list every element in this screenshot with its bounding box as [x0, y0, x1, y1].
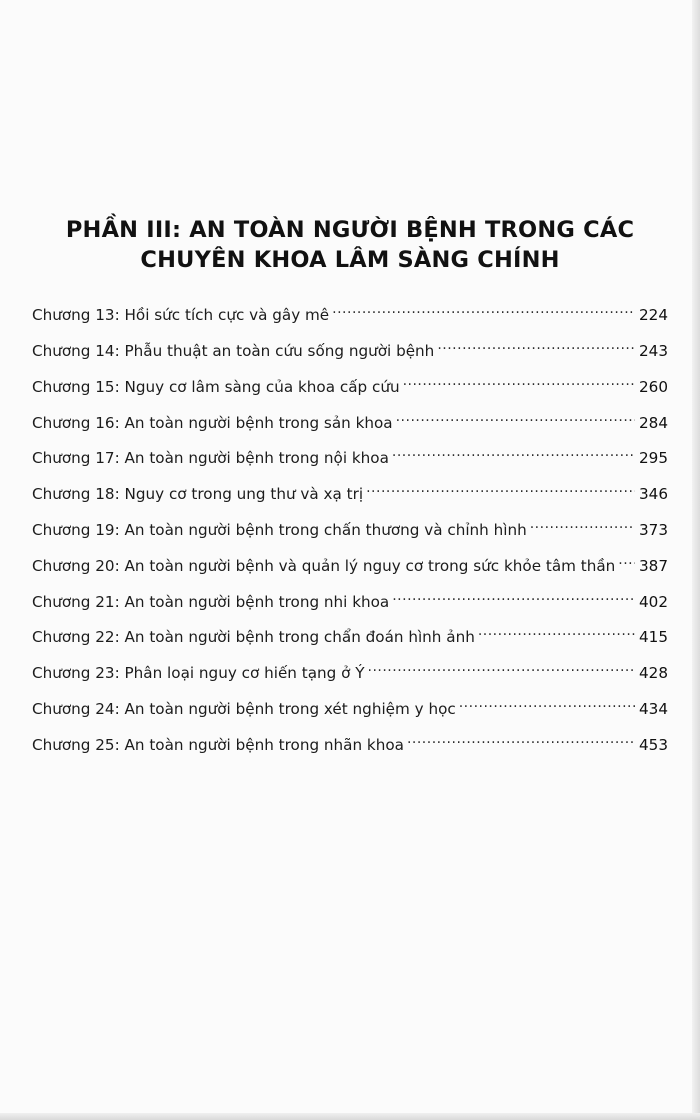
toc-entry-page-number: 387 — [639, 556, 668, 575]
toc-entry[interactable] — [32, 441, 668, 477]
toc-leader-dots — [392, 591, 635, 606]
toc-entry-label: Chương 23: Phân loại nguy cơ hiến tạng ở Ý — [32, 664, 365, 683]
toc-entry-page-number: 346 — [639, 485, 668, 504]
toc-entry-page-number: 415 — [639, 628, 668, 647]
toc-entry[interactable] — [32, 477, 668, 513]
toc-entry[interactable] — [32, 369, 668, 405]
toc-leader-dots — [332, 305, 635, 320]
toc-entry-label: Chương 22: An toàn người bệnh trong chẩn đoán hình ảnh — [32, 628, 475, 647]
toc-entry-page-number: 453 — [639, 735, 668, 754]
toc-entry-label: Chương 18: Nguy cơ trong ung thư và xạ trị — [32, 485, 364, 504]
toc-entry-label: Chương 24: An toàn người bệnh trong xét nghiệm y học — [32, 700, 456, 719]
toc-leader-dots — [392, 448, 635, 463]
toc-entry-page-number: 373 — [639, 521, 668, 540]
toc-entry-page-number: 243 — [639, 342, 668, 361]
toc-leader-dots — [530, 520, 635, 535]
table-of-contents — [32, 298, 668, 763]
toc-entry-label: Chương 15: Nguy cơ lâm sàng của khoa cấp cứu — [32, 377, 400, 396]
toc-entry-label: Chương 16: An toàn người bệnh trong sản khoa — [32, 413, 393, 432]
toc-entry[interactable] — [32, 513, 668, 549]
toc-leader-dots — [459, 699, 635, 714]
toc-leader-dots — [403, 377, 635, 392]
toc-leader-dots — [368, 663, 636, 678]
toc-entry[interactable] — [32, 692, 668, 728]
toc-entry-label: Chương 13: Hồi sức tích cực và gây mê — [32, 306, 330, 325]
toc-leader-dots — [396, 412, 635, 427]
toc-entry-page-number: 434 — [639, 700, 668, 719]
toc-entry-label: Chương 17: An toàn người bệnh trong nội khoa — [32, 449, 389, 468]
toc-entry-page-number: 428 — [639, 664, 668, 683]
toc-entry[interactable] — [32, 620, 668, 656]
toc-leader-dots — [618, 556, 635, 571]
toc-entry-page-number: 284 — [639, 413, 668, 432]
page-edge-bottom — [0, 1113, 700, 1120]
toc-entry[interactable] — [32, 656, 668, 692]
toc-entry-page-number: 224 — [639, 306, 668, 325]
toc-leader-dots — [407, 735, 635, 750]
toc-leader-dots — [478, 627, 635, 642]
page-content — [32, 215, 668, 763]
toc-entry[interactable] — [32, 298, 668, 334]
toc-entry-label: Chương 25: An toàn người bệnh trong nhãn khoa — [32, 735, 404, 754]
toc-entry[interactable] — [32, 727, 668, 763]
toc-entry-page-number: 402 — [639, 592, 668, 611]
page-edge-right — [692, 0, 700, 1120]
toc-entry[interactable] — [32, 584, 668, 620]
toc-entry-label: Chương 19: An toàn người bệnh trong chấn thương và chỉnh hình — [32, 521, 527, 540]
toc-entry-label: Chương 20: An toàn người bệnh và quản lý nguy cơ trong sức khỏe tâm thần — [32, 556, 616, 575]
toc-entry-label: Chương 21: An toàn người bệnh trong nhi khoa — [32, 592, 390, 611]
toc-entry-page-number: 260 — [639, 377, 668, 396]
toc-leader-dots — [437, 341, 635, 356]
toc-entry[interactable] — [32, 405, 668, 441]
toc-leader-dots — [366, 484, 635, 499]
part-title: PHẦN III: AN TOÀN NGƯỜI BỆNH TRONG CÁC CHUYÊN KHOA LÂM SÀNG CHÍNH — [65, 217, 635, 274]
toc-entry[interactable] — [32, 548, 668, 584]
toc-entry-page-number: 295 — [639, 449, 668, 468]
toc-entry[interactable] — [32, 334, 668, 370]
toc-entry-label: Chương 14: Phẫu thuật an toàn cứu sống người bệnh — [32, 342, 435, 361]
